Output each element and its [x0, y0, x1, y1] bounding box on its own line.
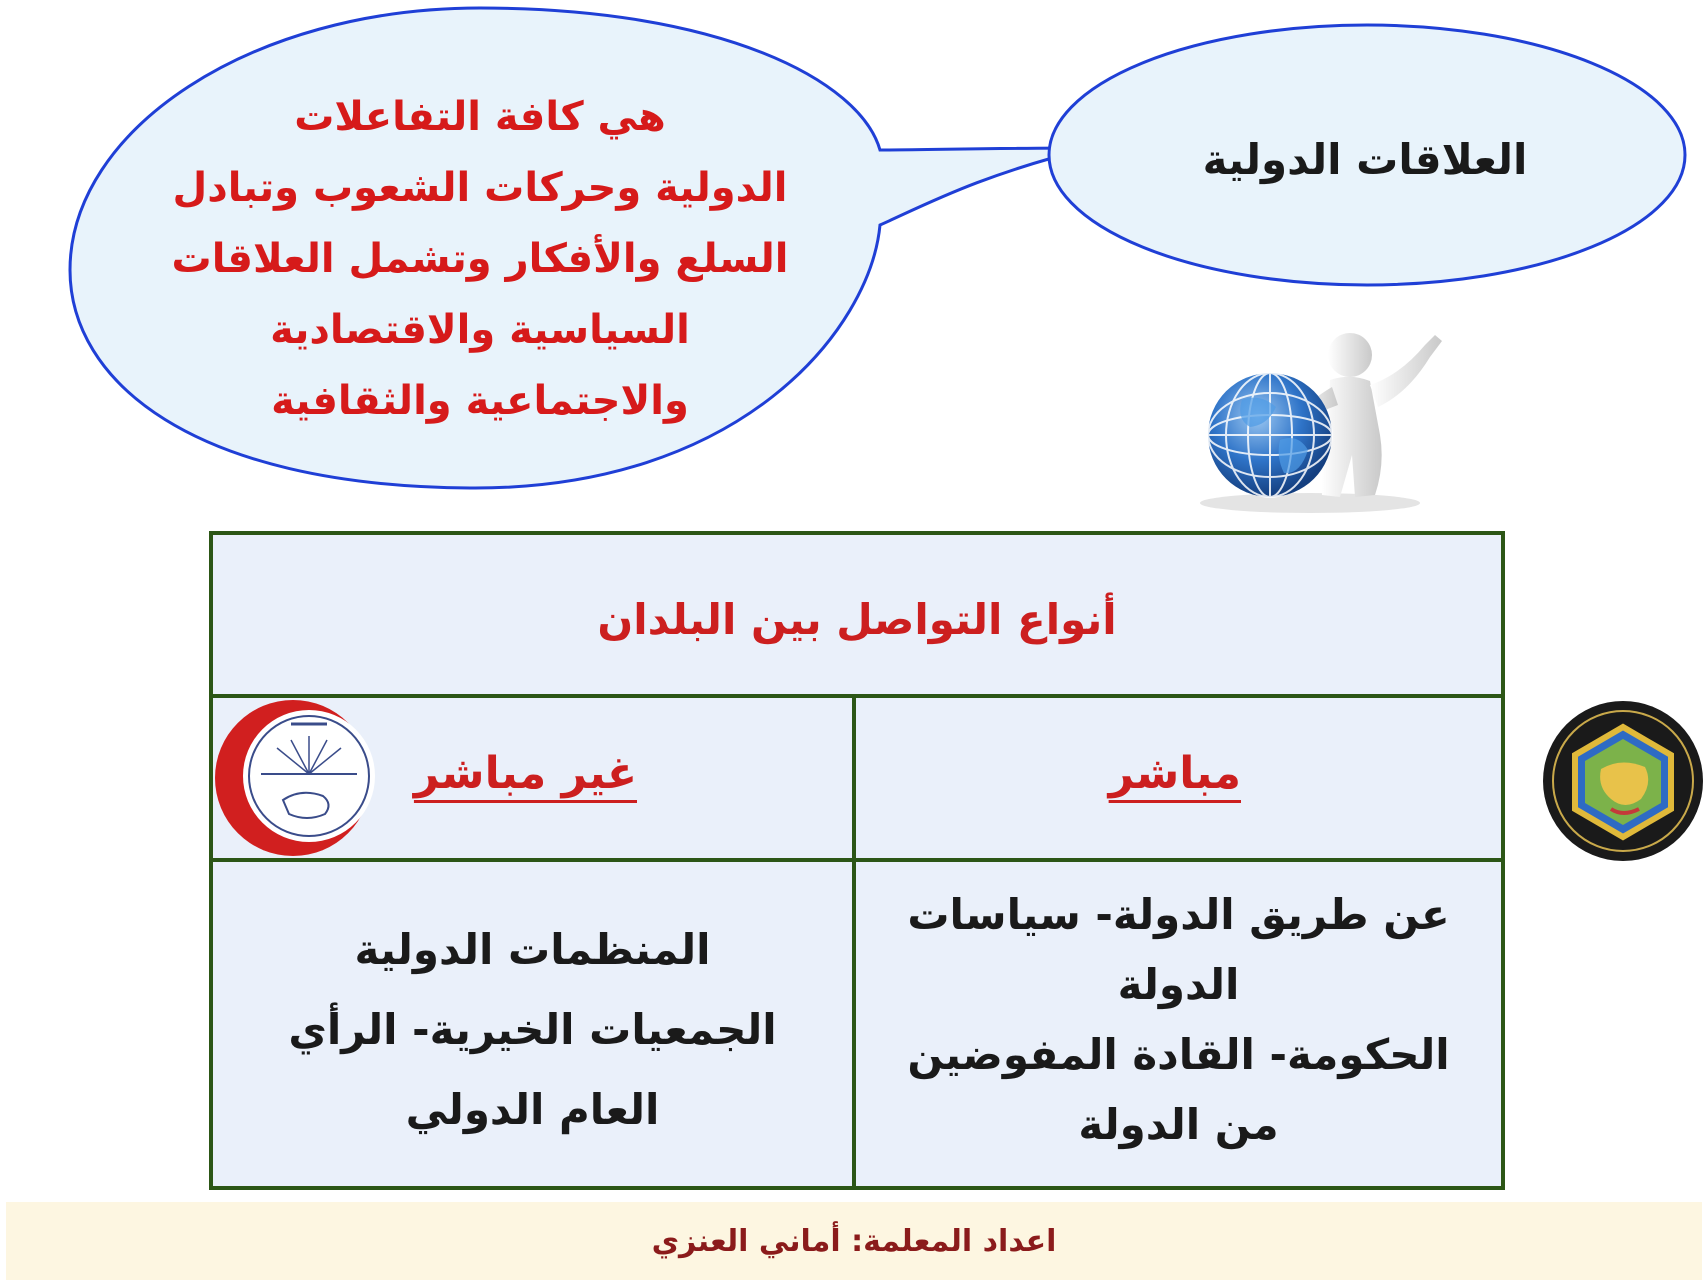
- definition-line: والاجتماعية والثقافية: [271, 378, 689, 424]
- definition-line: السلع والأفكار وتشمل العلاقات: [171, 236, 789, 282]
- direct-line: عن طريق الدولة- سياسات: [907, 890, 1450, 939]
- definition-line: هي كافة التفاعلات: [294, 94, 666, 140]
- credit-bar: [6, 1202, 1702, 1280]
- indirect-description: [213, 910, 852, 1150]
- definition-line: الدولية وحركات الشعوب وتبادل: [172, 165, 788, 211]
- table-title: أنواع التواصل بين البلدان: [597, 595, 1117, 644]
- indirect-line: الجمعيات الخيرية- الرأي: [288, 1005, 777, 1054]
- term-title: العلاقات الدولية: [1202, 135, 1528, 184]
- indirect-heading: غير مباشر: [413, 748, 637, 799]
- direct-description: [856, 880, 1501, 1160]
- person-leaning-on-globe-icon: [1180, 315, 1450, 515]
- indirect-body-cell: [213, 862, 856, 1186]
- definition-line: السياسية والاقتصادية: [270, 307, 690, 353]
- direct-heading: مباشر: [1108, 748, 1241, 799]
- direct-heading-cell: [856, 698, 1501, 862]
- direct-line: الدولة: [1117, 960, 1240, 1009]
- table-header-row: [213, 535, 1501, 698]
- indirect-line: المنظمات الدولية: [354, 925, 711, 974]
- communication-types-table: [209, 531, 1505, 1190]
- definition-text: [150, 82, 810, 437]
- direct-line: من الدولة: [1078, 1100, 1279, 1149]
- indirect-line: العام الدولي: [405, 1085, 660, 1134]
- direct-body-cell: [856, 862, 1501, 1186]
- direct-line: الحكومة- القادة المفوضين: [907, 1030, 1450, 1079]
- indirect-heading-cell: [213, 698, 856, 862]
- gcc-emblem-icon: [1541, 699, 1705, 863]
- charity-fund-emblem-icon: [211, 696, 375, 860]
- credit-text: اعداد المعلمة: أماني العنزي: [651, 1223, 1057, 1259]
